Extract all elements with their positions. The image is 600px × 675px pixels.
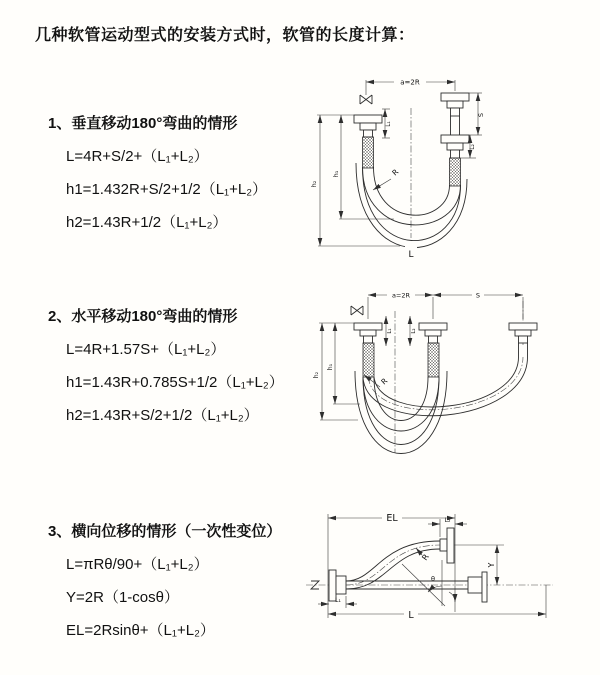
middle-flange-nut — [425, 330, 441, 336]
right-flange — [509, 323, 537, 330]
dim-label-l1: L₁ — [387, 328, 393, 334]
section-2 — [48, 305, 284, 425]
dim-label-a: a=2R — [391, 291, 411, 300]
right-upper-flange-nut — [447, 101, 463, 108]
dim-label-r: R — [390, 167, 401, 178]
section-3-formula-Y: Y=2R（1-cosθ） — [66, 589, 179, 606]
right-upper-flange-neck — [451, 108, 460, 116]
section-2-formula-h2: h2=1.43R+S/2+1/2（L₁+L₂） — [66, 407, 259, 424]
left-flange-nut — [360, 330, 376, 336]
section-1 — [48, 112, 267, 232]
section-2-heading: 2、水平移动180°弯曲的情形 — [48, 308, 238, 325]
top-flange-hub — [440, 539, 447, 551]
dim-label-r: R — [379, 376, 390, 387]
diagram-vertical-180-bend — [298, 68, 498, 265]
right-lower-flange-nut — [447, 143, 463, 150]
dim-label-h2: h₂ — [313, 371, 320, 379]
right-flange-plate — [482, 572, 487, 602]
dim-label-l: L — [408, 610, 414, 621]
left-flange-neck — [364, 130, 373, 137]
hose-curve — [363, 167, 461, 225]
braided-hose-left — [363, 343, 374, 377]
dim-label-a: a=2R — [400, 78, 420, 87]
left-flange — [354, 323, 382, 330]
section-3-heading: 3、横向位移的情形（一次性变位） — [48, 523, 282, 540]
dim-label-h1: h₁ — [332, 170, 340, 178]
dim-label-l2: L₂ — [444, 517, 451, 524]
dim-label-l1: L₁ — [335, 597, 341, 604]
right-lower-flange-neck — [451, 150, 460, 158]
right-lower-flange — [441, 135, 469, 143]
angle-arc — [449, 592, 455, 602]
section-3-formula-L: L=πRθ/90+（L₁+L₂） — [66, 556, 209, 573]
section-3-formula-EL: EL=2Rsinθ+（L₁+L₂） — [66, 622, 215, 639]
right-flange-neck — [519, 336, 528, 343]
curved-hose-centerline — [346, 545, 440, 585]
braided-hose-left — [363, 137, 374, 168]
moved-hose-centerline — [369, 357, 524, 410]
dim-label-s: S — [477, 112, 485, 118]
top-flange-plate — [447, 528, 454, 563]
valve-icon — [351, 306, 363, 315]
dim-label-s: S — [475, 291, 481, 300]
hose-curve — [363, 167, 461, 241]
middle-flange — [419, 323, 447, 330]
right-flange-hub — [468, 577, 482, 593]
diagram-lateral-displacement — [298, 498, 595, 633]
left-flange-nut — [360, 123, 376, 130]
valve-icon — [360, 95, 372, 104]
right-upper-flange — [441, 93, 469, 101]
dim-label-l: L — [408, 250, 414, 260]
braided-hose-middle — [428, 343, 439, 377]
section-2-formula-h1: h1=1.43R+0.785S+1/2（L₁+L₂） — [66, 374, 284, 391]
section-2-formula-L: L=4R+1.57S+（L₁+L₂） — [66, 341, 226, 358]
section-3 — [48, 520, 281, 640]
dim-label-theta: θ — [431, 575, 435, 583]
dim-label-l2: L₂ — [470, 144, 476, 150]
page-title: 几种软管运动型式的安装方式时，软管的长度计算： — [35, 27, 415, 44]
dim-label-l2: L₂ — [411, 328, 417, 334]
dim-label-h1: h₁ — [327, 363, 334, 371]
left-flange-hub — [336, 576, 346, 594]
section-1-formula-h2: h2=1.43R+1/2（L₁+L₂） — [66, 214, 228, 231]
hose-curve — [374, 167, 450, 215]
dim-label-el: EL — [386, 513, 398, 524]
dim-label-l1: L₁ — [386, 121, 392, 127]
left-flange-neck — [364, 336, 373, 343]
section-1-heading: 1、垂直移动180°弯曲的情形 — [48, 115, 238, 132]
right-flange-nut — [515, 330, 531, 336]
braided-hose-right — [450, 158, 461, 186]
section-1-formula-L: L=4R+S/2+（L₁+L₂） — [66, 148, 209, 165]
dim-label-y: Y — [487, 562, 496, 568]
middle-flange-neck — [429, 336, 438, 343]
left-flange — [354, 115, 382, 123]
dim-label-r: R — [420, 552, 431, 563]
dim-label-h2: h₂ — [310, 180, 318, 188]
section-1-formula-h1: h1=1.432R+S/2+1/2（L₁+L₂） — [66, 181, 268, 198]
diagram-horizontal-180-bend — [300, 283, 560, 463]
